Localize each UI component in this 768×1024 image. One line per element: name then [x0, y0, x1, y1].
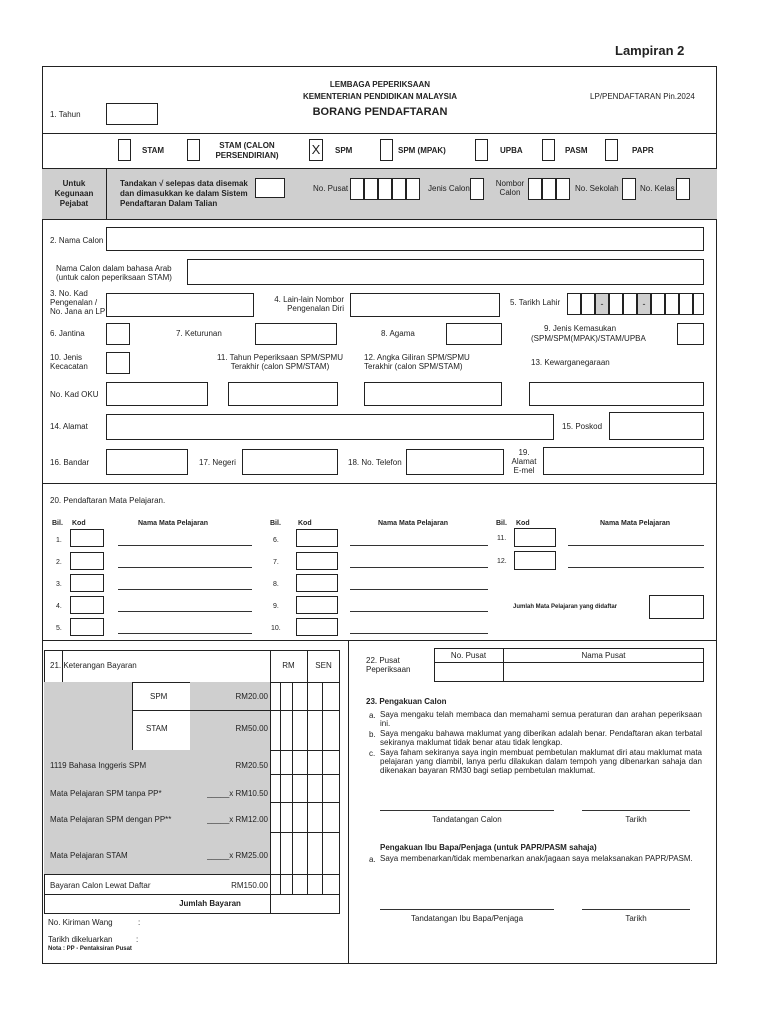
annex-label: Lampiran 2 [615, 43, 685, 58]
subject-row-num: 7. [273, 559, 279, 566]
citizenship-label: 13. Kewarganegaraan [531, 358, 610, 367]
subject-row-num: 10. [271, 625, 281, 632]
postcode-label: 15. Poskod [562, 422, 603, 431]
form-code: LP/PENDAFTARAN Pin.2024 [590, 92, 695, 101]
email-label-2: Alamat [511, 457, 537, 466]
prev-index-label-2: Terakhir (calon SPM/STAM) [364, 362, 463, 371]
disability-input[interactable] [106, 352, 130, 374]
city-input[interactable] [106, 449, 188, 475]
candidate-no-digit-1[interactable] [528, 178, 542, 200]
declaration-c-marker: c. [369, 749, 376, 758]
candidate-date-label: Tarikh [625, 815, 647, 824]
exam-stam-private-label-1: STAM (CALON [219, 141, 275, 150]
declaration-a-marker: a. [369, 711, 376, 720]
parent-signature-label: Tandatangan Ibu Bapa/Penjaga [410, 914, 524, 923]
exam-stam-label: STAM [142, 146, 165, 155]
subject-name-line-9[interactable] [350, 611, 488, 612]
form-title: BORANG PENDAFTARAN [312, 106, 448, 118]
email-input[interactable] [543, 447, 704, 475]
payment-late-fee-label: Bayaran Calon Lewat Daftar [50, 881, 151, 890]
subjects-col-bil-3: Bil. [496, 520, 507, 527]
subject-code-input-7[interactable] [296, 552, 338, 570]
email-label-1: 19. [518, 448, 530, 457]
exam-centre-name-input[interactable] [505, 664, 703, 681]
org-line-2: KEMENTERIAN PENDIDIKAN MALAYSIA [303, 92, 457, 101]
subject-name-line-7[interactable] [350, 567, 488, 568]
race-input[interactable] [255, 323, 337, 345]
declaration-title: 23. Pengakuan Calon [366, 697, 447, 706]
payment-english-fee: RM20.50 [235, 761, 268, 770]
arabic-name-label-2: (untuk calon peperiksaan STAM) [56, 273, 172, 282]
religion-label: 8. Agama [381, 329, 415, 338]
exam-stam-private-label-2: PERSENDIRIAN) [215, 151, 279, 160]
office-check-box[interactable] [255, 178, 285, 198]
exam-centre-no-input[interactable] [436, 664, 502, 681]
dob-digit-4[interactable] [623, 293, 637, 315]
dob-digit-3[interactable] [609, 293, 623, 315]
subject-row-num: 5. [56, 625, 62, 632]
payment-late-fee-amount: RM150.00 [231, 881, 268, 890]
office-note-1: Tandakan √ selepas data disemak [120, 179, 248, 188]
other-id-input[interactable] [350, 293, 500, 317]
exam-pasm-label: PASM [565, 146, 588, 155]
subjects-col-kod-3: Kod [516, 520, 530, 527]
payment-spm-no-pp-fee: _____x RM10.50 [207, 789, 268, 798]
checkbox-upba[interactable] [475, 139, 488, 161]
subject-name-line-12[interactable] [568, 567, 704, 568]
subject-row-num: 4. [56, 603, 62, 610]
subject-row-num: 3. [56, 581, 62, 588]
dob-separator-2: - [637, 293, 651, 315]
centre-no-digit-5[interactable] [406, 178, 420, 200]
subject-row-num: 9. [273, 603, 279, 610]
parent-date-label: Tarikh [625, 914, 647, 923]
subjects-col-name-1: Nama Mata Pelajaran [138, 520, 209, 527]
issue-date-colon: : [136, 935, 139, 944]
office-label-1: Untuk [62, 179, 86, 188]
subject-row-num: 11. [497, 535, 507, 542]
subject-code-input-11[interactable] [514, 528, 556, 547]
payment-col-rm: RM [282, 661, 295, 670]
spm-stam-spacer [44, 682, 132, 750]
exam-upba-label: UPBA [500, 146, 523, 155]
school-no-box[interactable] [622, 178, 636, 200]
candidate-signature-line[interactable] [380, 810, 554, 811]
office-label-3: Pejabat [59, 199, 89, 208]
subjects-total-label: Jumlah Mata Pelajaran yang didaftar [513, 604, 618, 610]
payment-spm-with-pp-label: Mata Pelajaran SPM dengan PP** [50, 815, 172, 824]
centre-no-digit-2[interactable] [364, 178, 378, 200]
payment-stam-subject-label: Mata Pelajaran STAM [50, 851, 128, 860]
centre-no-digit-1[interactable] [350, 178, 364, 200]
subject-row-num: 12. [497, 558, 507, 565]
address-input[interactable] [106, 414, 554, 440]
checkbox-papr[interactable] [605, 139, 618, 161]
other-id-label-2: Pengenalan Diri [287, 304, 344, 313]
declaration-a: Saya mengaku telah membaca dan memahami semua peraturan dan arahan peperiksaan ini. [380, 710, 702, 728]
checkbox-stam-private[interactable] [187, 139, 200, 161]
disability-label-2: Kecacatan [50, 362, 88, 371]
dob-digit-7[interactable] [679, 293, 693, 315]
payment-col-sen: SEN [315, 661, 332, 670]
amount-grid [270, 682, 340, 894]
payment-spm-with-pp-fee: _____x RM12.00 [207, 815, 268, 824]
candidate-no-digit-2[interactable] [542, 178, 556, 200]
ic-label-2: Pengenalan / [50, 298, 98, 307]
subjects-col-kod-2: Kod [298, 520, 312, 527]
school-no-label: No. Sekolah [575, 184, 619, 193]
centre-no-digit-4[interactable] [392, 178, 406, 200]
parent-declaration-marker: a. [369, 855, 376, 864]
subjects-col-name-2: Nama Mata Pelajaran [378, 520, 449, 527]
class-no-label: No. Kelas [640, 184, 675, 193]
subject-row-num: 1. [56, 537, 62, 544]
gender-label: 6. Jantina [50, 329, 85, 338]
citizenship-input[interactable] [529, 382, 704, 406]
entry-type-input[interactable] [677, 323, 704, 345]
postcode-input[interactable] [609, 412, 704, 440]
payment-spm-label: SPM [150, 692, 168, 701]
address-label: 14. Alamat [50, 422, 88, 431]
oku-label: No. Kad OKU [50, 390, 99, 399]
candidate-no-digit-3[interactable] [556, 178, 570, 200]
candidate-no-label-1: Nombor [495, 179, 525, 188]
subject-code-input-9[interactable] [296, 596, 338, 614]
disability-label-1: 10. Jenis [50, 353, 83, 362]
payment-stam-fee: RM50.00 [235, 724, 268, 733]
subject-code-input-10[interactable] [296, 618, 338, 636]
prev-year-label-2: Terakhir (calon SPM/STAM) [230, 362, 330, 371]
candidate-signature-label: Tandatangan Calon [432, 815, 502, 824]
subject-code-input-12[interactable] [514, 551, 556, 570]
oku-input[interactable] [106, 382, 208, 406]
entry-type-label-2: (SPM/SPM(MPAK)/STAM/UPBA [531, 334, 646, 343]
parent-declaration-title: Pengakuan Ibu Bapa/Penjaga (untuk PAPR/PASM sahaja) [380, 843, 597, 852]
candidate-no-label-2: Calon [499, 188, 521, 197]
checkbox-pasm[interactable] [542, 139, 555, 161]
dob-digit-6[interactable] [665, 293, 679, 315]
arabic-name-label-1: Nama Calon dalam bahasa Arab [56, 264, 172, 273]
city-label: 16. Bandar [50, 458, 90, 467]
parent-declaration-text: Saya membenarkan/tidak membenarkan anak/jagaan saya melaksanakan PAPR/PASM. [380, 854, 693, 863]
other-id-label-1: 4. Lain-lain Nombor [274, 295, 344, 304]
declaration-c: Saya faham sekiranya saya ingin membuat pembetulan maklumat diri atau maklumat mata pelajaran yang diambil, lanya perlu dilakukan dalam tempoh yang dibenarkan sahaja dan dikenakan bayaran RM30 bagi setiap pembetulan maklumat. [380, 748, 702, 775]
subject-name-line-3[interactable] [118, 589, 252, 590]
office-note-2: dan dimasukkan ke dalam Sistem [120, 189, 248, 198]
checkbox-spm-mpak[interactable] [380, 139, 393, 161]
ic-label-3: No. Jana an LP [50, 307, 106, 316]
subject-code-input-4[interactable] [70, 596, 104, 614]
candidate-type-label: Jenis Calon [428, 184, 470, 193]
subject-code-input-2[interactable] [70, 552, 104, 570]
subjects-col-kod-1: Kod [72, 520, 86, 527]
org-line-1: LEMBAGA PEPERIKSAAN [329, 80, 431, 89]
exam-spm-label: SPM [335, 146, 353, 155]
class-no-box[interactable] [676, 178, 690, 200]
subject-name-line-1[interactable] [118, 545, 252, 546]
dob-digit-1[interactable] [567, 293, 581, 315]
dob-digit-8[interactable] [693, 293, 704, 315]
candidate-date-line[interactable] [582, 810, 690, 811]
subject-name-line-6[interactable] [350, 545, 488, 546]
declaration-b: Saya mengaku bahawa maklumat yang diberikan adalah benar. Pendaftaran akan terbatal sekiranya maklumat tidak benar atau tidak lengkap. [380, 729, 702, 747]
payment-stam-label: STAM [146, 724, 168, 733]
exam-centre-col-name: Nama Pusat [581, 651, 626, 660]
checkbox-stam[interactable] [118, 139, 131, 161]
subjects-col-bil-2: Bil. [270, 520, 281, 527]
name-label: 2. Nama Calon [50, 236, 104, 245]
subject-row-num: 8. [273, 581, 279, 588]
subject-name-line-10[interactable] [350, 633, 488, 634]
money-order-colon: : [138, 918, 141, 927]
money-order-label: No. Kiriman Wang [48, 918, 113, 927]
subjects-title: 20. Pendaftaran Mata Pelajaran. [50, 496, 166, 505]
payment-note: Nota : PP - Pentaksiran Pusat [48, 946, 132, 952]
payment-english-label: 1119 Bahasa Inggeris SPM [50, 761, 147, 770]
entry-type-label-1: 9. Jenis Kemasukan [544, 324, 617, 333]
email-label-3: E-mel [513, 466, 535, 475]
dob-digit-5[interactable] [651, 293, 665, 315]
race-label: 7. Keturunan [176, 329, 222, 338]
ic-label-1: 3. No. Kad [50, 289, 88, 298]
year-label: 1. Tahun [50, 110, 81, 119]
subject-name-line-11[interactable] [568, 545, 704, 546]
subject-row-num: 6. [273, 537, 279, 544]
subject-code-input-5[interactable] [70, 618, 104, 636]
gender-input[interactable] [106, 323, 130, 345]
dob-digit-2[interactable] [581, 293, 595, 315]
subject-code-input-8[interactable] [296, 574, 338, 592]
prev-index-label-1: 12. Angka Giliran SPM/SPMU [364, 353, 470, 362]
centre-no-label: No. Pusat [313, 184, 349, 193]
state-label: 17. Negeri [199, 458, 236, 467]
payment-spm-fee: RM20.00 [235, 692, 268, 701]
centre-no-digit-3[interactable] [378, 178, 392, 200]
subject-name-line-8[interactable] [350, 589, 488, 590]
prev-year-label-1: 11. Tahun Peperiksaan SPM/SPMU [217, 353, 343, 362]
religion-input[interactable] [446, 323, 502, 345]
phone-input[interactable] [406, 449, 504, 475]
declaration-b-marker: b. [369, 730, 376, 739]
subjects-col-bil-1: Bil. [52, 520, 63, 527]
name-input[interactable] [106, 227, 704, 251]
payment-total-label: Jumlah Bayaran [179, 899, 241, 908]
subject-code-input-6[interactable] [296, 529, 338, 547]
payment-header-label: 21. Keterangan Bayaran [50, 661, 137, 670]
dob-label: 5. Tarikh Lahir [510, 298, 561, 307]
subjects-total-input[interactable] [649, 595, 704, 619]
subject-code-input-1[interactable] [70, 529, 104, 547]
parent-signature-line[interactable] [380, 909, 554, 910]
ic-input[interactable] [106, 293, 254, 317]
checkbox-spm[interactable]: X [309, 139, 323, 161]
exam-centre-label-2: Peperiksaan [366, 665, 411, 674]
dob-separator-1: - [595, 293, 609, 315]
candidate-type-box[interactable] [470, 178, 484, 200]
exam-centre-col-no: No. Pusat [450, 651, 487, 660]
office-note-3: Pendaftaran Dalam Talian [120, 199, 218, 208]
issue-date-label: Tarikh dikeluarkan [48, 935, 113, 944]
prev-year-input[interactable] [228, 382, 338, 406]
subject-name-line-5[interactable] [118, 633, 252, 634]
arabic-name-input[interactable] [187, 259, 704, 285]
office-label-2: Kegunaan [54, 189, 94, 198]
payment-stam-subject-fee: _____x RM25.00 [207, 851, 268, 860]
prev-index-input[interactable] [364, 382, 502, 406]
subjects-col-name-3: Nama Mata Pelajaran [600, 520, 671, 527]
subject-name-line-4[interactable] [118, 611, 252, 612]
state-input[interactable] [242, 449, 338, 475]
parent-date-line[interactable] [582, 909, 690, 910]
subject-row-num: 2. [56, 559, 62, 566]
exam-papr-label: PAPR [632, 146, 654, 155]
payment-spm-no-pp-label: Mata Pelajaran SPM tanpa PP* [50, 789, 162, 798]
exam-spm-mpak-label: SPM (MPAK) [398, 146, 446, 155]
subject-code-input-3[interactable] [70, 574, 104, 592]
year-input[interactable] [106, 103, 158, 125]
phone-label: 18. No. Telefon [348, 458, 402, 467]
exam-centre-label-1: 22. Pusat [366, 656, 400, 665]
subject-name-line-2[interactable] [118, 567, 252, 568]
